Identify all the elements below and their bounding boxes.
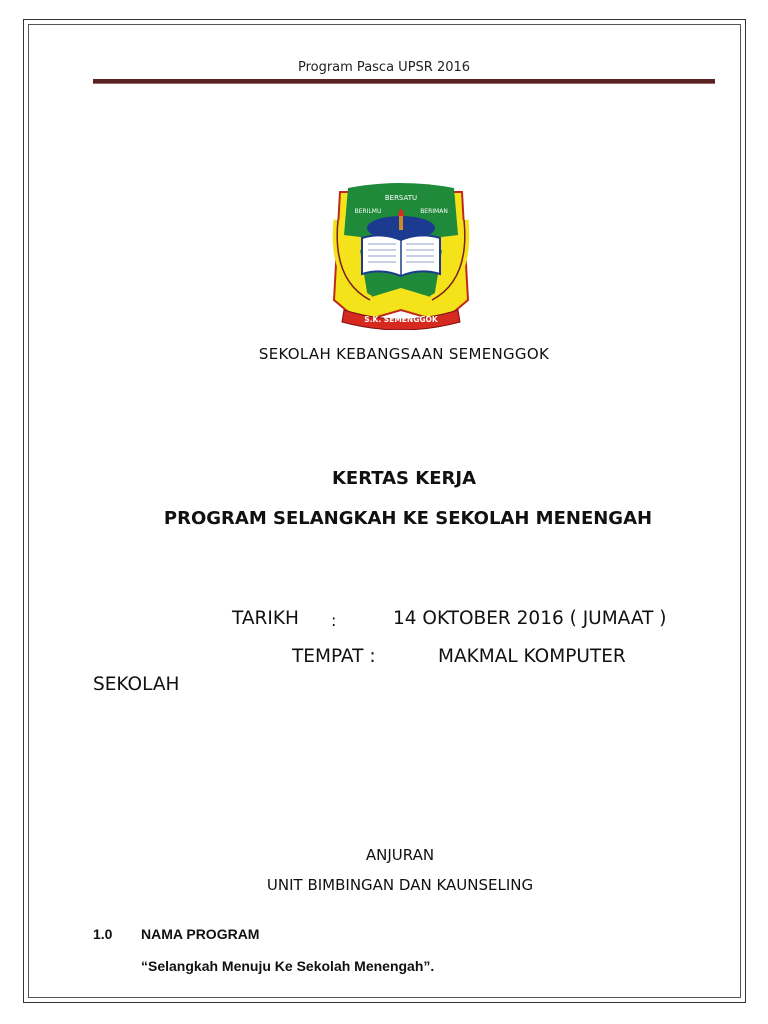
date-label: TARIKH: [232, 608, 299, 629]
venue-value: MAKMAL KOMPUTER: [438, 646, 626, 667]
date-value: 14 OKTOBER 2016 ( JUMAAT ): [393, 608, 667, 629]
crest-motto-left: BERILMU: [354, 208, 382, 215]
section-number: 1.0: [93, 926, 113, 942]
crest-ribbon-text: S.K. SEMENGGOK: [364, 315, 438, 324]
crest-motto-right: BERIMAN: [420, 208, 448, 215]
venue-value-wrap: SEKOLAH: [93, 674, 180, 695]
header-rule: [93, 79, 715, 84]
section-title: NAMA PROGRAM: [141, 926, 260, 942]
program-name-quote: “Selangkah Menuju Ke Sekolah Menengah”.: [141, 958, 435, 974]
date-colon: :: [331, 611, 337, 630]
school-crest-logo: [330, 180, 472, 330]
document-title: KERTAS KERJA: [331, 468, 477, 489]
school-name: SEKOLAH KEBANGSAAN SEMENGGOK: [258, 345, 550, 363]
crest-motto-top: BERSATU: [384, 194, 418, 202]
program-title: PROGRAM SELANGKAH KE SEKOLAH MENENGAH: [163, 508, 653, 529]
venue-label: TEMPAT :: [292, 646, 376, 667]
page-header-text: Program Pasca UPSR 2016: [297, 60, 471, 75]
organiser-unit: UNIT BIMBINGAN DAN KAUNSELING: [266, 876, 534, 894]
organiser-label: ANJURAN: [365, 846, 435, 864]
